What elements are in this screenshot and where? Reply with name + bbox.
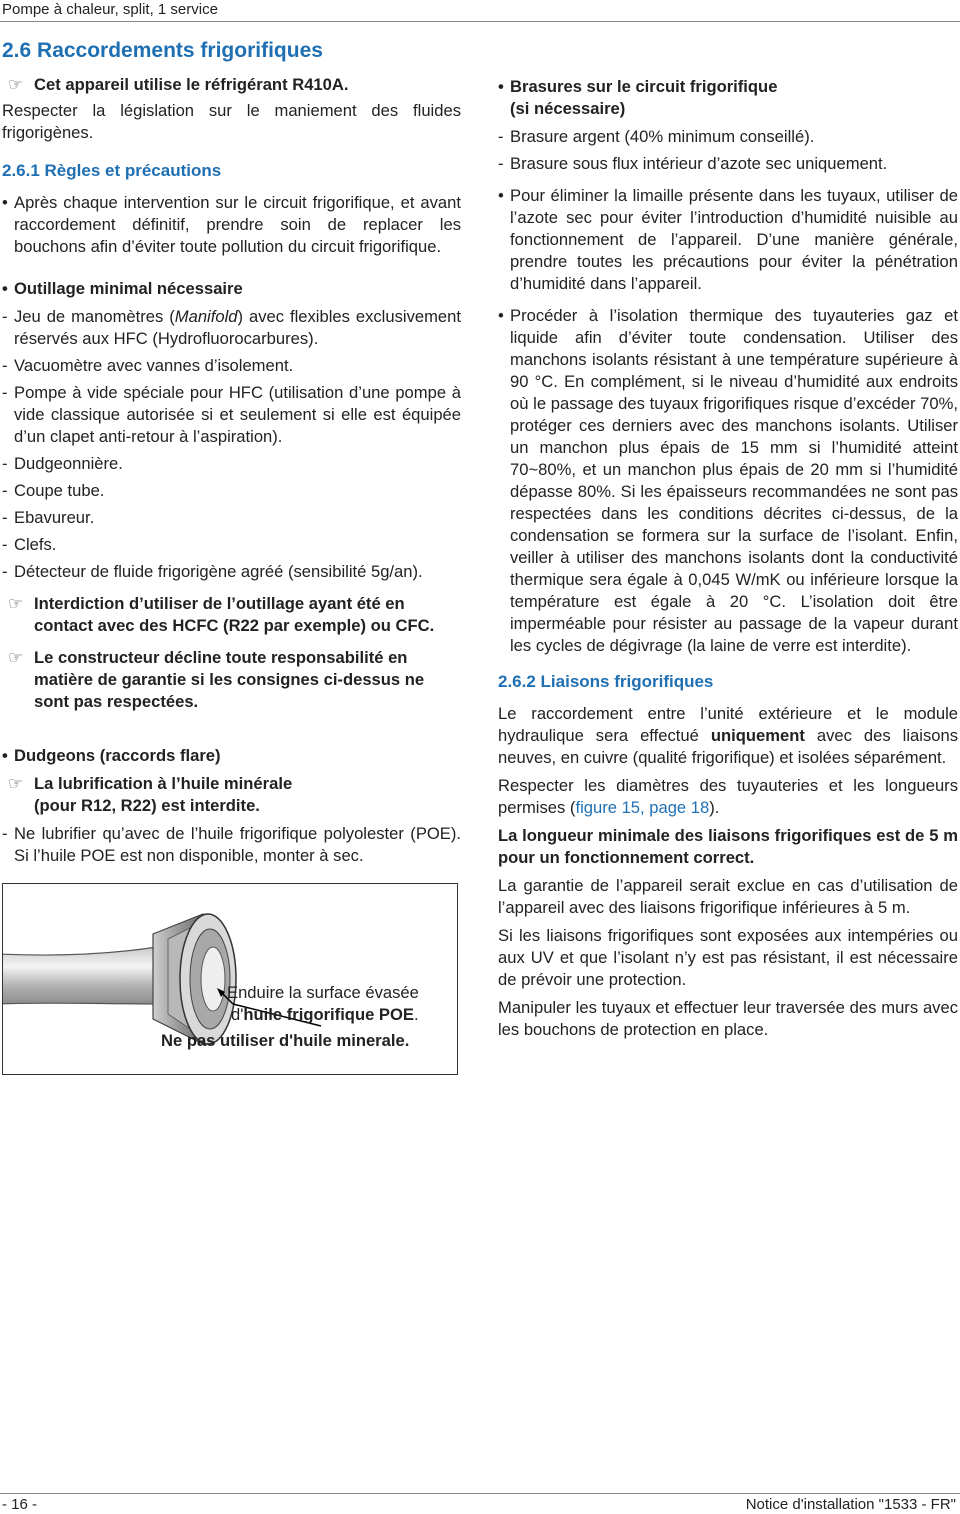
notice-reference: Notice d'installation "1533 - FR" [745, 1496, 956, 1513]
pointing-hand-icon: ☞ [8, 774, 23, 793]
outillage-item-detecteur: - Détecteur de fluide frigorigène agréé (sensibilité 5g/an). [2, 562, 423, 581]
bullet-dot: • [2, 279, 8, 298]
outillage-item-dudgeonniere: - Dudgeonnière. [2, 454, 123, 473]
outillage-item-ebavureur: - Ebavureur. [2, 508, 95, 527]
bullet-brasures-title: • Brasures sur le circuit frigorifique (si nécessaire) [498, 77, 778, 118]
figure-reference-link[interactable]: figure 15, page 18 [575, 798, 710, 817]
paragraph-longueur-minimale: La longueur minimale des liaisons frigorifiques est de 5 m pour un fonctionnement correct. [498, 826, 958, 867]
figure-caption-line2: d'huile frigorifique POE. [231, 1005, 419, 1024]
pointing-hand-icon: ☞ [8, 594, 23, 613]
bullet-pour-eliminer: • Pour éliminer la limaille présente dans les tuyaux, utiliser de l’azote sec pour éviter l’introduction d’humidité nuisible au fonctionnement de l’appareil. D’une manière générale, prendre toutes les précautions pour éviter la pénétration d’humidité dans l’appareil. [498, 186, 958, 293]
flared-surface [180, 914, 236, 1044]
left-column [2, 30, 461, 1075]
paragraph-diametres: Respecter les diamètres des tuyauteries et les longueurs permises (figure 15, page 18). [498, 776, 958, 817]
page-header [0, 0, 960, 22]
paragraph-intemperies: Si les liaisons frigorifiques sont exposées aux intempéries ou aux UV et que l’isolant n’y est pas résistant, il est nécessaire de prévoir une protection. [498, 926, 958, 989]
bullet-apres: • Après chaque intervention sur le circuit frigorifique, et avant raccordement définitif, prendre soin de replacer les bouchons afin d’éviter toute pollution du circuit frigorifique. [2, 193, 461, 256]
subsection-title-liaisons: 2.6.2 Liaisons frigorifiques [498, 672, 714, 691]
note-constructeur: ☞ Le constructeur décline toute responsabilité en matière de garantie si les consignes ci-dessus ne sont pas respectées. [8, 648, 425, 711]
paragraph-garantie: La garantie de l’appareil serait exclue en cas d’utilisation de l’appareil avec des liaisons frigorifique inférieures à 5 m. [498, 876, 958, 917]
bullet-dot: • [498, 306, 504, 325]
figure-caption-line3: Ne pas utiliser d'huile minerale. [161, 1031, 410, 1050]
bullet-dot: • [498, 77, 504, 96]
page-number: - 16 - [2, 1496, 38, 1513]
outillage-item-vacuometre: - Vacuomètre avec vannes d’isolement. [2, 356, 294, 375]
subsection-title-regles: 2.6.1 Règles et précautions [2, 161, 222, 180]
paragraph-respecter: Respecter la législation sur le maniement des fluides frigorigènes. [2, 101, 461, 142]
bullet-dot: • [498, 186, 504, 205]
header-title: Pompe à chaleur, split, 1 service [2, 1, 218, 18]
brasure-item-argent: - Brasure argent (40% minimum conseillé). [498, 127, 815, 146]
figure-caption-line1: Enduire la surface évasée [227, 983, 419, 1002]
footer-rule [0, 1493, 960, 1494]
bullet-proceder: • Procéder à l’isolation thermique des tuyauteries gaz et liquide afin d’éviter toute condensation. Utiliser des manchons isolants résistant à une température supérieure à 90 °C. En complément, si le niveau d’humidité aux endroits où le passage des tuyaux frigorifiques risque d’excéder 70%, protéger ces derniers avec des manchons isolants. Utiliser un manchon plus épais de 15 mm si l’humidité atteint 70~80%, et un manchon plus épais de 20 mm si l’humidité dépasse 80%. Si les épaisseurs recommandées ne sont pas respectées dans les conditions décrites ci-dessus, de la condensation se formera sur la surface de l’isolant. Enfin, veiller à utiliser des manchons isolants dont la conductivité thermique sera égale à 0,045 W/mK ou inférieure lorsque la température est égale à 20 °C. L’isolation doit être imperméable pour résister au passage de la vapeur durant les cycles de dégivrage (la laine de verre est interdite). [498, 306, 958, 655]
bullet-dudgeons-title: • Dudgeons (raccords flare) [2, 746, 221, 765]
section-title: 2.6 Raccordements frigorifiques [2, 39, 323, 62]
bullet-outillage-title: • Outillage minimal nécessaire [2, 279, 243, 298]
bullet-dot: • [2, 746, 8, 765]
outillage-item-manometres: - Jeu de manomètres (Manifold) avec flexibles exclusivement réservés aux HFC (Hydrofluorocarbures). [2, 307, 461, 348]
paragraph-ne-lubrifier: - Ne lubrifier qu’avec de l’huile frigorifique polyolester (POE). Si l’huile POE est non disponible, monter à sec. [2, 824, 461, 865]
outillage-item-pompe-vide: - Pompe à vide spéciale pour HFC (utilisation d’une pompe à vide classique autorisée si et seulement si elle est équipée d’un clapet anti-retour à l’aspiration). [2, 383, 461, 446]
header-rule [0, 21, 960, 22]
note-r410a: ☞ Cet appareil utilise le réfrigérant R410A. [8, 75, 349, 94]
paragraph-manipuler: Manipuler les tuyaux et effectuer leur traversée des murs avec les bouchons de protection en place. [498, 998, 958, 1039]
outillage-item-coupe-tube: - Coupe tube. [2, 481, 105, 500]
flare-fitting-figure [2, 883, 458, 1075]
pointing-hand-icon: ☞ [8, 648, 23, 667]
note-interdiction: ☞ Interdiction d’utiliser de l’outillage ayant été en contact avec des HCFC (R22 par exemple) ou CFC. [8, 594, 435, 635]
note-lubrification: ☞ La lubrification à l’huile minérale (pour R12, R22) est interdite. [8, 774, 293, 815]
pointing-hand-icon: ☞ [8, 75, 23, 94]
right-column [498, 76, 958, 1047]
copper-pipe [3, 946, 168, 1004]
outillage-item-clefs: - Clefs. [2, 535, 57, 554]
bullet-dot: • [2, 193, 8, 212]
brasure-item-azote: - Brasure sous flux intérieur d’azote sec uniquement. [498, 154, 888, 173]
paragraph-raccordement: Le raccordement entre l’unité extérieure et le module hydraulique sera effectué uniquement avec des liaisons neuves, en cuivre (qualité frigorifique) et isolées séparément. [498, 704, 958, 767]
